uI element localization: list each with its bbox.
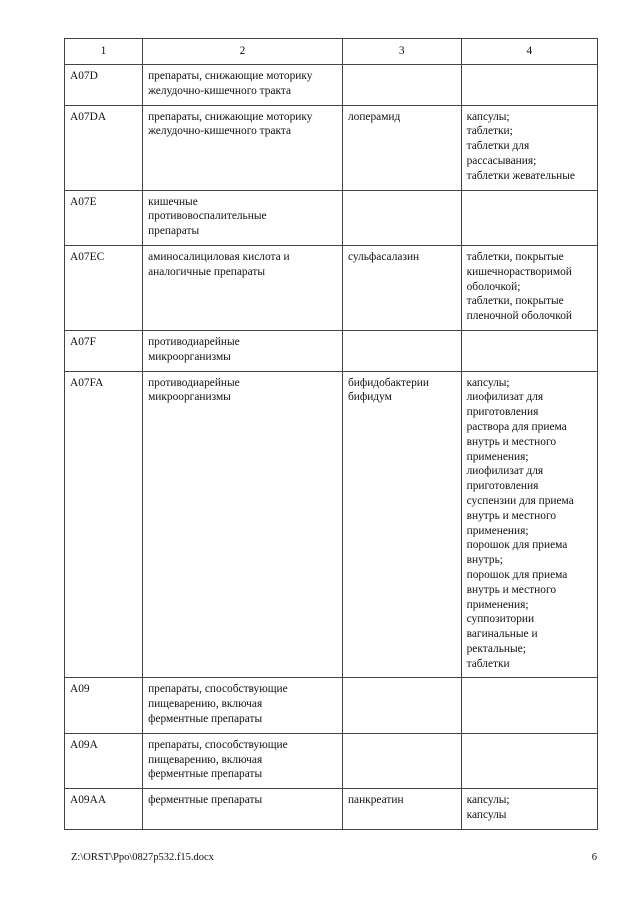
table-row xyxy=(65,330,598,371)
dosage-forms-cell: капсулы; лиофилизат для приготовления раствора для приема внутрь и местного применения; лиофилизат для приготовления суспензии для приема внутрь и местного применения; порошок для приема внутрь; порошок для приема внутрь и местного применения; суппозитории вагинальные и ректальные; таблетки xyxy=(461,371,597,678)
group-name-cell: препараты, способствующие пищеварению, включая ферментные препараты xyxy=(143,733,343,788)
atc-code-cell: A07FA xyxy=(65,371,143,678)
atc-code-cell: A07E xyxy=(65,190,143,245)
drug-name-cell xyxy=(342,330,461,371)
dosage-forms-cell xyxy=(461,330,597,371)
drug-name-cell xyxy=(342,65,461,106)
column-header-3: 3 xyxy=(342,39,461,65)
drug-name-cell: панкреатин xyxy=(342,789,461,830)
dosage-forms-cell xyxy=(461,733,597,788)
table-body xyxy=(65,65,598,830)
table-row xyxy=(65,678,598,733)
table-row xyxy=(65,105,598,190)
table-row xyxy=(65,65,598,106)
table-row xyxy=(65,245,598,330)
column-header-4: 4 xyxy=(461,39,597,65)
group-name-cell: ферментные препараты xyxy=(143,789,343,830)
dosage-forms-cell xyxy=(461,190,597,245)
table-row xyxy=(65,190,598,245)
atc-code-cell: A07DA xyxy=(65,105,143,190)
group-name-cell: кишечные противовоспалительные препараты xyxy=(143,190,343,245)
table-row xyxy=(65,733,598,788)
atc-code-cell: A09 xyxy=(65,678,143,733)
group-name-cell: препараты, снижающие моторику желудочно-кишечного тракта xyxy=(143,65,343,106)
table-row xyxy=(65,789,598,830)
dosage-forms-cell: таблетки, покрытые кишечнорастворимой оболочкой; таблетки, покрытые пленочной оболочкой xyxy=(461,245,597,330)
dosage-forms-cell xyxy=(461,678,597,733)
group-name-cell: препараты, способствующие пищеварению, включая ферментные препараты xyxy=(143,678,343,733)
table-row xyxy=(65,371,598,678)
dosage-forms-cell: капсулы; капсулы xyxy=(461,789,597,830)
drug-name-cell: сульфасалазин xyxy=(342,245,461,330)
column-header-1: 1 xyxy=(65,39,143,65)
dosage-forms-cell: капсулы; таблетки; таблетки для рассасывания; таблетки жевательные xyxy=(461,105,597,190)
drug-name-cell xyxy=(342,733,461,788)
footer-file-path: Z:\ORST\Ppo\0827p532.f15.docx xyxy=(71,852,214,863)
group-name-cell: противодиарейные микроорганизмы xyxy=(143,371,343,678)
column-header-2: 2 xyxy=(143,39,343,65)
drug-name-cell xyxy=(342,190,461,245)
atc-code-cell: A07D xyxy=(65,65,143,106)
drug-name-cell: бифидобактерии бифидум xyxy=(342,371,461,678)
drug-classification-table xyxy=(64,38,598,830)
page-footer xyxy=(71,852,597,863)
drug-name-cell xyxy=(342,678,461,733)
table-header-row xyxy=(65,39,598,65)
atc-code-cell: A09A xyxy=(65,733,143,788)
atc-code-cell: A07EC xyxy=(65,245,143,330)
group-name-cell: противодиарейные микроорганизмы xyxy=(143,330,343,371)
atc-code-cell: A09AA xyxy=(65,789,143,830)
footer-page-number: 6 xyxy=(591,852,597,863)
group-name-cell: аминосалициловая кислота и аналогичные препараты xyxy=(143,245,343,330)
dosage-forms-cell xyxy=(461,65,597,106)
drug-name-cell: лоперамид xyxy=(342,105,461,190)
group-name-cell: препараты, снижающие моторику желудочно-кишечного тракта xyxy=(143,105,343,190)
atc-code-cell: A07F xyxy=(65,330,143,371)
